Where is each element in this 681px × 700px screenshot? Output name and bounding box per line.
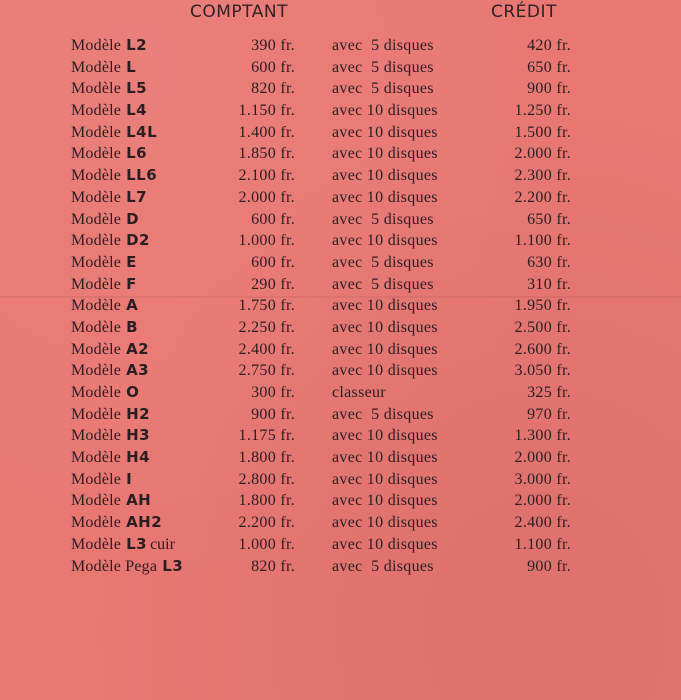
model-name [71, 556, 183, 578]
credit-price: 1.950 fr. [514, 297, 571, 315]
included-records: avec 5 disques [332, 58, 434, 76]
included-records: avec 5 disques [332, 37, 434, 54]
model-code: I [126, 469, 133, 488]
cash-price: 2.000 fr. [238, 188, 295, 206]
cash-price: 1.000 fr. [238, 535, 295, 553]
included-records: avec 5 disques [332, 210, 434, 228]
model-prefix: Modèle [71, 514, 122, 532]
model-prefix: Modèle [71, 232, 122, 250]
cash-price: 1.175 fr. [238, 427, 295, 445]
included-records: avec 10 disques [332, 297, 438, 315]
model-code: LL6 [126, 166, 158, 185]
header-credit: CRÉDIT [491, 2, 557, 22]
included-records: avec 10 disques [332, 102, 438, 120]
model-name [71, 35, 147, 57]
credit-price: 1.300 fr. [514, 427, 571, 445]
price-row [0, 404, 681, 426]
credit-price: 1.100 fr. [514, 535, 571, 553]
cash-price: 600 fr. [251, 58, 295, 76]
model-name [71, 425, 150, 447]
cash-price: 600 fr. [251, 253, 295, 271]
model-name [71, 78, 147, 100]
model-name [71, 165, 157, 187]
model-prefix: Modèle [71, 405, 122, 423]
model-code: L [126, 57, 137, 76]
credit-price: 2.500 fr. [514, 318, 571, 336]
model-code: D [126, 209, 140, 228]
model-code: D2 [126, 231, 150, 250]
credit-price: 650 fr. [527, 58, 571, 76]
price-row [0, 100, 681, 122]
model-prefix: Modèle [71, 210, 122, 228]
model-prefix: Modèle [71, 253, 122, 271]
model-prefix: Modèle [71, 470, 122, 488]
price-list [0, 35, 681, 577]
credit-price: 3.050 fr. [514, 362, 571, 380]
model-name [71, 382, 139, 404]
credit-price: 2.400 fr. [514, 514, 571, 532]
model-name [71, 230, 150, 252]
price-row [0, 295, 681, 317]
price-row [0, 57, 681, 79]
cash-price: 300 fr. [251, 384, 295, 401]
model-prefix: Modèle [71, 318, 122, 336]
model-code: L7 [126, 187, 148, 206]
model-prefix: Modèle [71, 384, 122, 401]
model-prefix: Modèle [71, 362, 122, 380]
model-code: F [126, 274, 137, 293]
credit-price: 2.000 fr. [514, 492, 571, 510]
cash-price: 2.400 fr. [238, 340, 295, 358]
included-records: avec 5 disques [332, 80, 434, 98]
model-name [71, 469, 132, 491]
credit-price: 900 fr. [527, 557, 571, 575]
cash-price: 1.750 fr. [238, 297, 295, 315]
included-records: avec 10 disques [332, 123, 438, 141]
model-name [71, 187, 147, 209]
credit-price: 2.600 fr. [514, 340, 571, 358]
model-name [71, 317, 138, 339]
model-name [71, 274, 137, 296]
included-records: avec 5 disques [332, 253, 434, 271]
included-records: avec 10 disques [332, 470, 438, 488]
model-prefix: Modèle [71, 167, 122, 185]
model-code: AH2 [126, 513, 163, 532]
model-prefix: Modèle [71, 297, 122, 315]
included-records: avec 10 disques [332, 427, 438, 445]
price-row [0, 122, 681, 144]
credit-price: 650 fr. [527, 210, 571, 228]
cash-price: 2.100 fr. [238, 167, 295, 185]
credit-price: 630 fr. [527, 253, 571, 271]
model-name [71, 209, 139, 231]
model-code: A2 [126, 339, 150, 358]
model-code: H3 [126, 426, 151, 445]
price-row [0, 360, 681, 382]
price-row [0, 187, 681, 209]
model-prefix: Modèle [71, 340, 122, 358]
included-records: avec 10 disques [332, 145, 438, 163]
model-prefix: Modèle [71, 102, 122, 120]
model-prefix: Modèle Pega [71, 557, 158, 575]
included-records: avec 10 disques [332, 535, 438, 553]
cash-price: 290 fr. [251, 275, 295, 293]
model-code: L2 [126, 36, 148, 54]
credit-price: 1.500 fr. [514, 123, 571, 141]
credit-price: 1.250 fr. [514, 102, 571, 120]
model-code: E [126, 252, 137, 271]
included-records: avec 10 disques [332, 167, 438, 185]
price-row [0, 317, 681, 339]
cash-price: 1.150 fr. [238, 102, 295, 120]
model-name [71, 512, 162, 534]
model-name [71, 534, 175, 556]
included-records: avec 5 disques [332, 405, 434, 423]
model-name [71, 404, 150, 426]
model-prefix: Modèle [71, 37, 122, 54]
price-row [0, 274, 681, 296]
cash-price: 1.850 fr. [238, 145, 295, 163]
model-prefix: Modèle [71, 188, 122, 206]
price-row [0, 534, 681, 556]
credit-price: 2.300 fr. [514, 167, 571, 185]
cash-price: 820 fr. [251, 80, 295, 98]
model-prefix: Modèle [71, 123, 122, 141]
model-prefix: Modèle [71, 535, 122, 553]
model-code: H2 [126, 404, 151, 423]
credit-price: 325 fr. [527, 384, 571, 401]
model-prefix: Modèle [71, 449, 122, 467]
cash-price: 2.800 fr. [238, 470, 295, 488]
model-prefix: Modèle [71, 275, 122, 293]
price-row [0, 252, 681, 274]
credit-price: 1.100 fr. [514, 232, 571, 250]
cash-price: 2.200 fr. [238, 514, 295, 532]
cash-price: 820 fr. [251, 557, 295, 575]
model-code: L4 [126, 101, 148, 120]
cash-price: 600 fr. [251, 210, 295, 228]
credit-price: 970 fr. [527, 405, 571, 423]
model-name [71, 339, 149, 361]
model-prefix: Modèle [71, 58, 122, 76]
credit-price: 310 fr. [527, 275, 571, 293]
price-row [0, 143, 681, 165]
model-name [71, 122, 157, 144]
price-row [0, 339, 681, 361]
model-name [71, 252, 137, 274]
model-code: H4 [126, 448, 151, 467]
included-records: avec 10 disques [332, 362, 438, 380]
credit-price: 420 fr. [527, 37, 571, 54]
price-row [0, 78, 681, 100]
included-records: avec 10 disques [332, 188, 438, 206]
price-row [0, 512, 681, 534]
price-row [0, 447, 681, 469]
price-row [0, 230, 681, 252]
price-row [0, 490, 681, 512]
model-prefix: Modèle [71, 492, 122, 510]
cash-price: 2.750 fr. [238, 362, 295, 380]
model-code: AH [126, 491, 152, 510]
model-code: B [126, 317, 139, 336]
cash-price: 1.400 fr. [238, 123, 295, 141]
included-records: avec 10 disques [332, 232, 438, 250]
credit-price: 900 fr. [527, 80, 571, 98]
included-records: classeur [332, 384, 386, 401]
cash-price: 390 fr. [251, 37, 295, 54]
model-name [71, 143, 147, 165]
credit-price: 2.000 fr. [514, 449, 571, 467]
model-prefix: Modèle [71, 80, 122, 98]
cash-price: 2.250 fr. [238, 318, 295, 336]
model-code: O [126, 383, 140, 401]
cash-price: 1.800 fr. [238, 492, 295, 510]
price-row [0, 165, 681, 187]
included-records: avec 10 disques [332, 318, 438, 336]
credit-price: 2.200 fr. [514, 188, 571, 206]
price-row [0, 556, 681, 578]
model-code: A3 [126, 361, 150, 380]
credit-price: 2.000 fr. [514, 145, 571, 163]
model-code: L4L [126, 122, 158, 141]
included-records: avec 10 disques [332, 449, 438, 467]
model-prefix: Modèle [71, 145, 122, 163]
price-row [0, 209, 681, 231]
model-name [71, 100, 147, 122]
price-row [0, 35, 681, 57]
model-code: L3 [126, 534, 148, 553]
included-records: avec 10 disques [332, 340, 438, 358]
cash-price: 900 fr. [251, 405, 295, 423]
price-row [0, 469, 681, 491]
model-suffix: cuir [150, 535, 175, 553]
cash-price: 1.000 fr. [238, 232, 295, 250]
model-name [71, 490, 151, 512]
model-code: L5 [126, 79, 148, 98]
included-records: avec 5 disques [332, 275, 434, 293]
model-code: L3 [162, 556, 184, 575]
credit-price: 3.000 fr. [514, 470, 571, 488]
model-prefix: Modèle [71, 427, 122, 445]
model-name [71, 360, 149, 382]
price-row [0, 382, 681, 404]
included-records: avec 10 disques [332, 492, 438, 510]
model-name [71, 57, 136, 79]
included-records: avec 10 disques [332, 514, 438, 532]
model-code: L6 [126, 144, 148, 163]
included-records: avec 5 disques [332, 557, 434, 575]
model-name [71, 447, 150, 469]
price-row [0, 425, 681, 447]
cash-price: 1.800 fr. [238, 449, 295, 467]
model-code: A [126, 296, 139, 315]
model-name [71, 295, 138, 317]
header-comptant: COMPTANT [190, 2, 288, 22]
